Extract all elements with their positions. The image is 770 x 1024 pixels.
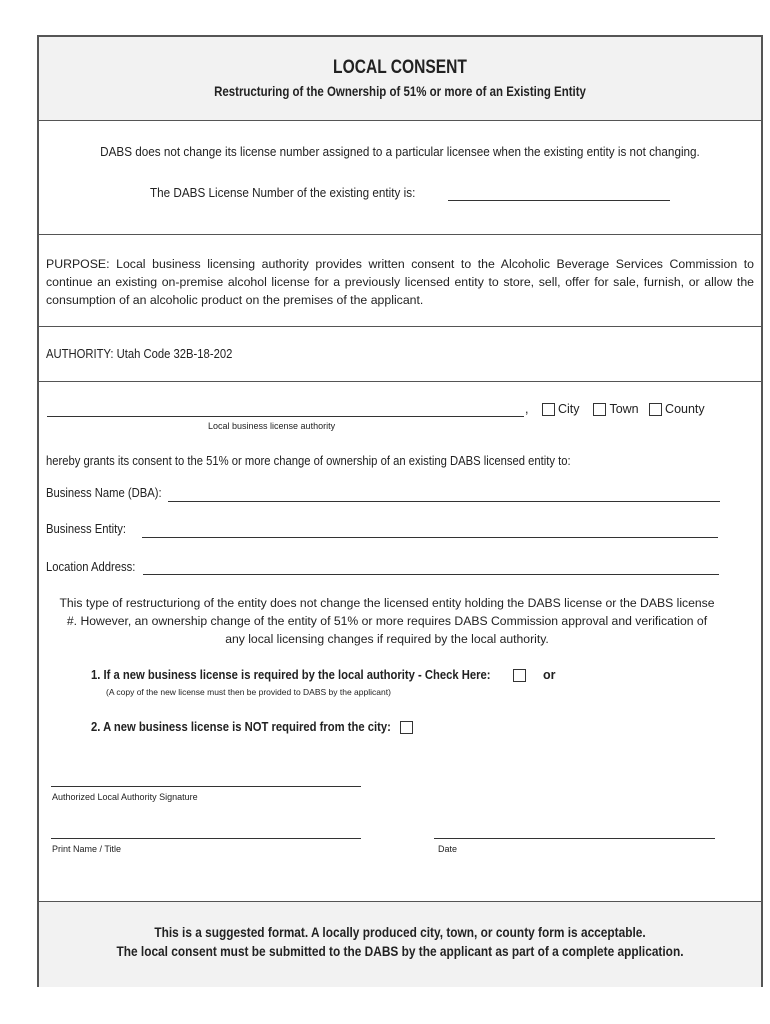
authority-type-options (542, 402, 705, 416)
county-option[interactable]: County (649, 402, 705, 416)
license-number-section (39, 121, 761, 235)
new-license-required-checkbox[interactable] (513, 669, 526, 682)
item-1-note: (A copy of the new license must then be provided to DABS by the applicant) (106, 687, 391, 697)
authority-section (39, 327, 761, 382)
grant-text: hereby grants its consent to the 51% or more change of ownership of an existing DABS licensed entity to: (46, 454, 571, 468)
business-name-field[interactable] (168, 501, 720, 502)
footer-line-2: The local consent must be submitted to the DABS by the applicant as part of a complete application. (116, 944, 684, 959)
consent-section: , City Town County Local business license authority hereby grants its consent to the 51% or more change of ownership of an existing DABS licensed entity to: Business Name (DBA): Business Entity: Location Address: This type of restructuriong of the entity does not change the licensed entity holding the DABS license or the DABS license #. However, an ownership change of the entity of 51% or more requires DABS Commission approval and verification of any local licensing changes if required by the local authority. 1. If a new business license is required by the local authority - Check Here: or (A copy of the new license must then be provided to DABS by the applicant) 2. A new business license is NOT required from the city: Authorized Local Authority Signature Print Name / Title Date (39, 382, 761, 902)
restructuring-note: This type of restructuriong of the entity does not change the licensed entity holding the DABS license or the DABS license #. However, an ownership change of the entity of 51% or more requires DABS Commission approval and verification of any local licensing changes if required by the local authority. (59, 596, 715, 646)
purpose-section (39, 235, 761, 327)
signature-label: Authorized Local Authority Signature (52, 792, 198, 802)
authority-caption: Local business license authority (208, 421, 336, 431)
license-number-field[interactable] (448, 200, 670, 201)
county-checkbox[interactable] (649, 403, 662, 416)
location-label: Location Address: (46, 560, 136, 574)
signature-field[interactable] (51, 786, 361, 787)
print-name-label: Print Name / Title (52, 844, 122, 854)
purpose-text: PURPOSE: Local business licensing authority provides written consent to the Alcoholic Beverage Services Commission to continue an existing on-premise alcohol license for a previously licensed entity to store, sell, offer for sale, furnish, or allow the consumption of an alcoholic product on the premises of the applicant. (46, 257, 754, 307)
city-checkbox[interactable] (542, 403, 555, 416)
business-entity-label: Business Entity: (46, 522, 127, 536)
date-field[interactable] (434, 838, 715, 839)
town-checkbox[interactable] (593, 403, 606, 416)
item-1-or: or (543, 668, 556, 682)
print-name-field[interactable] (51, 838, 361, 839)
local-consent-form (37, 35, 763, 987)
form-footer (39, 902, 761, 987)
city-option[interactable]: City (542, 402, 580, 416)
footer-line-1: This is a suggested format. A locally produced city, town, or county form is acceptable. (154, 925, 646, 940)
item-2-text: 2. A new business license is NOT required from the city: (91, 720, 391, 734)
local-authority-field[interactable] (47, 416, 524, 417)
item-1-text: 1. If a new business license is required by the local authority - Check Here: (91, 668, 491, 682)
form-title: LOCAL CONSENT (333, 57, 467, 78)
form-subtitle: Restructuring of the Ownership of 51% or more of an Existing Entity (214, 83, 586, 99)
business-entity-field[interactable] (142, 537, 718, 538)
new-license-not-required-checkbox[interactable] (400, 721, 413, 734)
authority-text: AUTHORITY: Utah Code 32B-18-202 (46, 347, 233, 361)
license-number-label: The DABS License Number of the existing entity is: (150, 185, 416, 200)
business-name-label: Business Name (DBA): (46, 486, 162, 500)
license-intro: DABS does not change its license number assigned to a particular licensee when the existing entity is not changing. (100, 144, 700, 159)
date-label: Date (438, 844, 458, 854)
item-1 (91, 668, 491, 682)
form-header (39, 37, 761, 121)
location-address-field[interactable] (143, 574, 719, 575)
town-option[interactable]: Town (593, 402, 638, 416)
